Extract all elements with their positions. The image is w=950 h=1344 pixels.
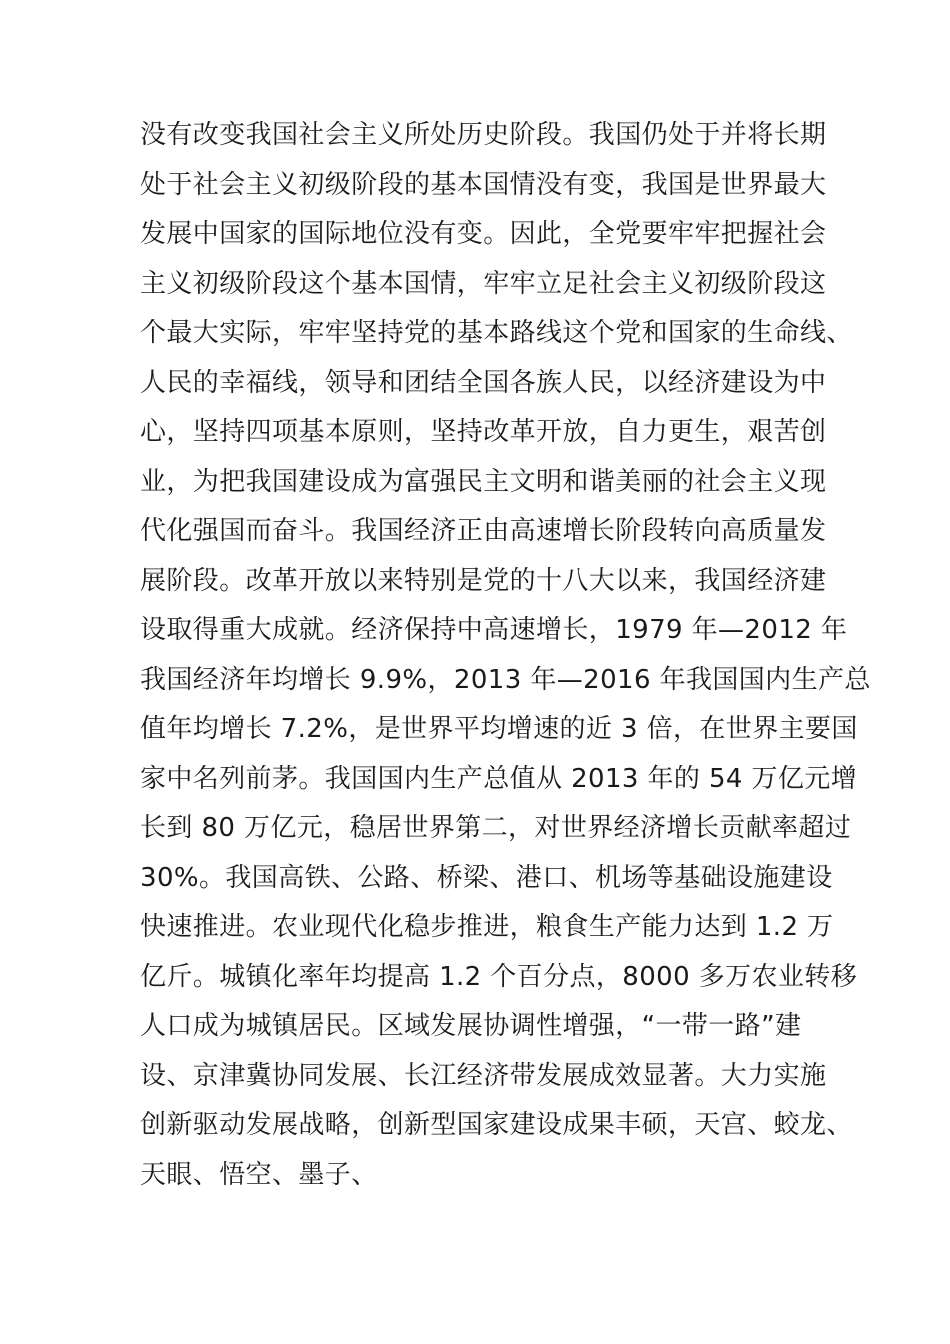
text-line: 我国经济年均增长 9.9%，2013 年—2016 年我国国内生产总 [140, 664, 871, 695]
text-line: 值年均增长 7.2%，是世界平均增速的近 3 倍，在世界主要国 [140, 714, 858, 744]
text-line: 长到 80 万亿元，稳居世界第二，对世界经济增长贡献率超过 [140, 813, 852, 843]
text-line: 业，为把我国建设成为富强民主文明和谐美丽的社会主义现 [140, 466, 827, 497]
text-line: 展阶段。改革开放以来特别是党的十八大以来，我国经济建 [140, 565, 827, 596]
text-line: 处于社会主义初级阶段的基本国情没有变，我国是世界最大 [140, 169, 827, 200]
text-line: 代化强国而奋斗。我国经济正由高速增长阶段转向高质量发 [140, 516, 827, 546]
text-line: 家中名列前茅。我国国内生产总值从 2013 年的 54 万亿元增 [140, 763, 858, 794]
text-line: 人口成为城镇居民。区域发展协调性增强，“一带一路”建 [140, 1011, 802, 1041]
text-line: 设、京津冀协同发展、长江经济带发展成效显著。大力实施 [140, 1060, 827, 1091]
text-line: 个最大实际，牢牢坚持党的基本路线这个党和国家的生命线、 [140, 318, 853, 348]
text-line: 心，坚持四项基本原则，坚持改革开放，自力更生，艰苦创 [140, 417, 827, 447]
text-line: 30%。我国高铁、公路、桥梁、港口、机场等基础设施建设 [140, 862, 833, 893]
text-line: 没有改变我国社会主义所处历史阶段。我国仍处于并将长期 [140, 120, 827, 150]
text-line: 设取得重大成就。经济保持中高速增长，1979 年—2012 年 [140, 615, 848, 645]
text-line: 发展中国家的国际地位没有变。因此，全党要牢牢把握社会 [140, 219, 827, 249]
text-line: 主义初级阶段这个基本国情，牢牢立足社会主义初级阶段这 [140, 268, 827, 299]
text-line: 快速推进。农业现代化稳步推进，粮食生产能力达到 1.2 万 [140, 912, 834, 942]
text-line: 人民的幸福线，领导和团结全国各族人民，以经济建设为中 [140, 367, 827, 398]
body-paragraph [140, 111, 871, 1200]
text-line: 创新驱动发展战略，创新型国家建设成果丰硕，天宫、蛟龙、 [140, 1110, 853, 1140]
text-line: 天眼、悟空、墨子、 [140, 1159, 378, 1190]
text-line: 亿斤。城镇化率年均提高 1.2 个百分点，8000 多万农业转移 [140, 961, 858, 992]
